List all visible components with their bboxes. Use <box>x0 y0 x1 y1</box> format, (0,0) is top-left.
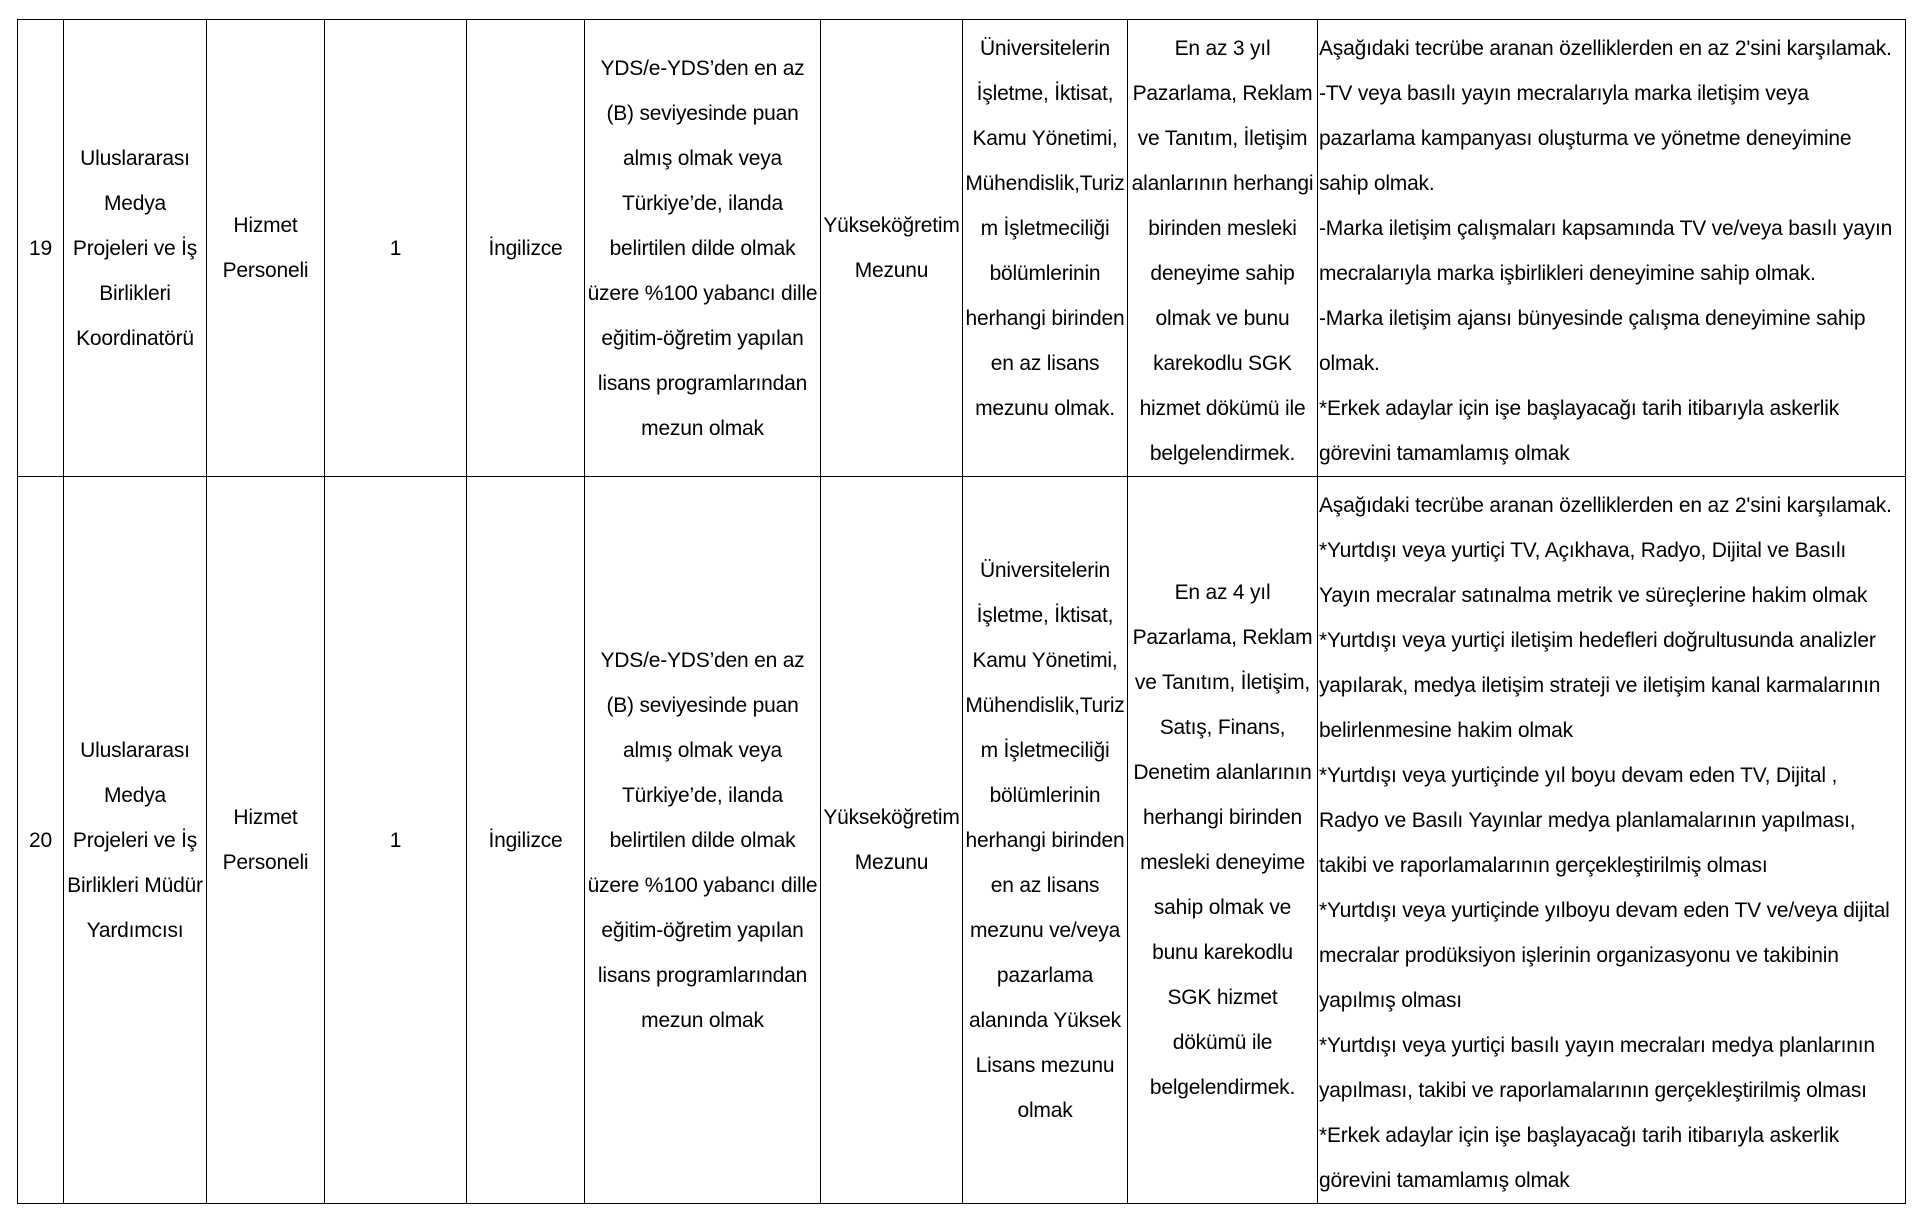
text-line: Mühendislik,Turiz <box>965 172 1125 195</box>
job-listing-table <box>17 19 1906 1204</box>
text-line: belirtilen dilde olmak <box>609 828 796 852</box>
text-line: birinden mesleki <box>1148 217 1297 240</box>
text-line: Personeli <box>222 259 309 282</box>
staff-type <box>207 20 325 477</box>
text-line: olmak ve bunu <box>1155 307 1290 330</box>
text-line: *Yurtdışı veya yurtiçi TV, Açıkhava, Radyo, Dijital ve Basılı <box>1319 539 1847 562</box>
text-line: en az lisans <box>990 873 1100 897</box>
departments <box>963 477 1128 1204</box>
text-line: İşletme, İktisat, <box>976 82 1114 105</box>
text-line: m İşletmeciliği <box>980 738 1110 762</box>
text-line: Mezunu <box>854 851 929 874</box>
text-line: mezun olmak <box>641 1008 764 1032</box>
qualifications <box>1318 477 1906 1204</box>
education-level <box>821 20 963 477</box>
text-line: olmak <box>1017 1098 1073 1122</box>
text-line: lisans programlarından <box>597 963 808 987</box>
text-line: mezun olmak <box>641 416 764 440</box>
text-line: Yardımcısı <box>86 918 184 942</box>
text-line: belirlenmesine hakim olmak <box>1319 719 1573 742</box>
text-line: olmak. <box>1319 352 1380 375</box>
text-line: İşletme, İktisat, <box>976 603 1114 627</box>
text-line: belgelendirmek. <box>1149 442 1296 465</box>
text-line: takibi ve raporlamalarının gerçekleştirilmiş olması <box>1319 854 1768 877</box>
text-line: Satış, Finans, <box>1159 716 1286 739</box>
text-line: mecralar prodüksiyon işlerinin organizasyonu ve takibinin <box>1319 944 1839 967</box>
text-line: alanlarının herhangi <box>1131 172 1314 195</box>
text-line: ve Tanıtım, İletişim, <box>1134 671 1311 694</box>
text-line: -Marka iletişim ajansı bünyesinde çalışma deneyimine sahip <box>1319 307 1866 330</box>
text-line: *Yurtdışı veya yurtiçinde yılboyu devam eden TV ve/veya dijital <box>1319 899 1890 922</box>
table-row <box>18 477 1906 1204</box>
text-line: görevini tamamlamış olmak <box>1319 1169 1570 1192</box>
text-line: En az 4 yıl <box>1174 581 1271 604</box>
text-line: Personeli <box>222 851 309 874</box>
text-line: yapılarak, medya iletişim strateji ve iletişim kanal karmalarının <box>1319 674 1881 697</box>
text-line: Birlikleri <box>99 281 171 305</box>
text-line: Birlikleri Müdür <box>67 873 203 897</box>
text-line: (B) seviyesinde puan <box>606 101 799 125</box>
text-line: -Marka iletişim çalışmaları kapsamında TV ve/veya basılı yayın <box>1319 217 1893 240</box>
text-line: Medya <box>103 783 167 807</box>
text-line: herhangi birinden <box>965 307 1125 330</box>
text-line: *Yurtdışı veya yurtiçi iletişim hedefleri doğrultusunda analizler <box>1319 629 1876 652</box>
language: İngilizce <box>467 477 585 1204</box>
text-line: YDS/e-YDS’den en az <box>600 56 805 80</box>
text-line: mezunu olmak. <box>975 397 1115 420</box>
text-line: Yükseköğretim <box>823 214 960 237</box>
education-level <box>821 477 963 1204</box>
text-line: deneyime sahip <box>1150 262 1295 285</box>
text-line: eğitim-öğretim yapılan <box>601 918 804 942</box>
departments <box>963 20 1128 477</box>
text-line: ve Tanıtım, İletişim <box>1137 127 1308 150</box>
text-line: Üniversitelerin <box>979 558 1111 582</box>
text-line: SGK hizmet <box>1167 986 1278 1009</box>
text-line: bunu karekodlu <box>1152 941 1293 964</box>
text-line: Yayın mecralar satınalma metrik ve süreçlerine hakim olmak <box>1319 584 1868 607</box>
text-line: belirtilen dilde olmak <box>609 236 796 260</box>
text-line: *Yurtdışı veya yurtiçi basılı yayın mecraları medya planlarının <box>1319 1034 1875 1057</box>
text-line: en az lisans <box>990 352 1100 375</box>
text-line: eğitim-öğretim yapılan <box>601 326 804 350</box>
text-line: hizmet dökümü ile <box>1139 397 1306 420</box>
text-line: Yükseköğretim <box>823 806 960 829</box>
text-line: YDS/e-YDS’den en az <box>600 648 805 672</box>
text-line: yapılmış olması <box>1319 989 1462 1012</box>
text-line: karekodlu SGK <box>1153 352 1292 375</box>
text-line: sahip olmak ve <box>1153 896 1292 919</box>
text-line: Türkiye’de, ilanda <box>622 191 783 215</box>
text-line: Kamu Yönetimi, <box>972 127 1118 150</box>
language-requirement <box>585 20 821 477</box>
text-line: bölümlerinin <box>989 262 1101 285</box>
text-line: Aşağıdaki tecrübe aranan özelliklerden en az 2'sini karşılamak. <box>1319 494 1892 517</box>
text-line: Koordinatörü <box>76 326 194 350</box>
text-line: Uluslararası <box>80 146 190 170</box>
experience <box>1128 20 1318 477</box>
text-line: pazarlama kampanyası oluşturma ve yönetme deneyimine <box>1319 127 1852 150</box>
text-line: Denetim alanlarının <box>1133 761 1312 784</box>
text-line: mesleki deneyime <box>1140 851 1305 874</box>
text-line: Projeleri ve İş <box>72 236 198 260</box>
position-count: 1 <box>325 20 467 477</box>
text-line: üzere %100 yabancı dille <box>587 281 818 305</box>
text-line: Lisans mezunu <box>975 1053 1115 1077</box>
language: İngilizce <box>467 20 585 477</box>
text-line: Projeleri ve İş <box>72 828 198 852</box>
text-line: Üniversitelerin <box>979 37 1111 60</box>
text-line: lisans programlarından <box>597 371 808 395</box>
text-line: bölümlerinin <box>989 783 1101 807</box>
position-title <box>64 477 207 1204</box>
experience <box>1128 477 1318 1204</box>
text-line: Hizmet <box>233 806 298 829</box>
text-line: *Erkek adaylar için işe başlayacağı tarih itibarıyla askerlik <box>1319 397 1840 420</box>
text-line: En az 3 yıl <box>1174 37 1271 60</box>
position-title <box>64 20 207 477</box>
text-line: pazarlama <box>996 963 1094 987</box>
text-line: Radyo ve Basılı Yayınlar medya planlamalarının yapılması, <box>1319 809 1856 832</box>
text-line: *Erkek adaylar için işe başlayacağı tarih itibarıyla askerlik <box>1319 1124 1840 1147</box>
text-line: belgelendirmek. <box>1149 1076 1296 1099</box>
language-requirement <box>585 477 821 1204</box>
text-line: alanında Yüksek <box>969 1008 1121 1032</box>
text-line: Mezunu <box>854 259 929 282</box>
row-number: 19 <box>18 20 64 477</box>
text-line: Pazarlama, Reklam <box>1132 82 1313 105</box>
text-line: yapılması, takibi ve raporlamalarının gerçekleştirilmiş olması <box>1319 1079 1867 1102</box>
text-line: herhangi birinden <box>965 828 1125 852</box>
text-line: Pazarlama, Reklam <box>1132 626 1313 649</box>
row-number: 20 <box>18 477 64 1204</box>
text-line: sahip olmak. <box>1319 172 1435 195</box>
text-line: almış olmak veya <box>622 738 783 762</box>
text-line: almış olmak veya <box>622 146 783 170</box>
staff-type <box>207 477 325 1204</box>
text-line: Aşağıdaki tecrübe aranan özelliklerden en az 2'sini karşılamak. <box>1319 37 1892 60</box>
text-line: Uluslararası <box>80 738 190 762</box>
text-line: -TV veya basılı yayın mecralarıyla marka iletişim veya <box>1319 82 1809 105</box>
text-line: mecralarıyla marka işbirlikleri deneyimine sahip olmak. <box>1319 262 1816 285</box>
text-line: *Yurtdışı veya yurtiçinde yıl boyu devam eden TV, Dijital , <box>1319 764 1838 787</box>
text-line: herhangi birinden <box>1143 806 1302 829</box>
text-line: (B) seviyesinde puan <box>606 693 799 717</box>
text-line: Mühendislik,Turiz <box>965 693 1125 717</box>
text-line: mezunu ve/veya <box>969 918 1121 942</box>
text-line: m İşletmeciliği <box>980 217 1110 240</box>
text-line: Medya <box>103 191 167 215</box>
qualifications <box>1318 20 1906 477</box>
table-row <box>18 20 1906 477</box>
text-line: üzere %100 yabancı dille <box>587 873 818 897</box>
text-line: görevini tamamlamış olmak <box>1319 442 1570 465</box>
text-line: dökümü ile <box>1172 1031 1273 1054</box>
text-line: Hizmet <box>233 214 298 237</box>
text-line: Türkiye’de, ilanda <box>622 783 783 807</box>
text-line: Kamu Yönetimi, <box>972 648 1118 672</box>
position-count: 1 <box>325 477 467 1204</box>
